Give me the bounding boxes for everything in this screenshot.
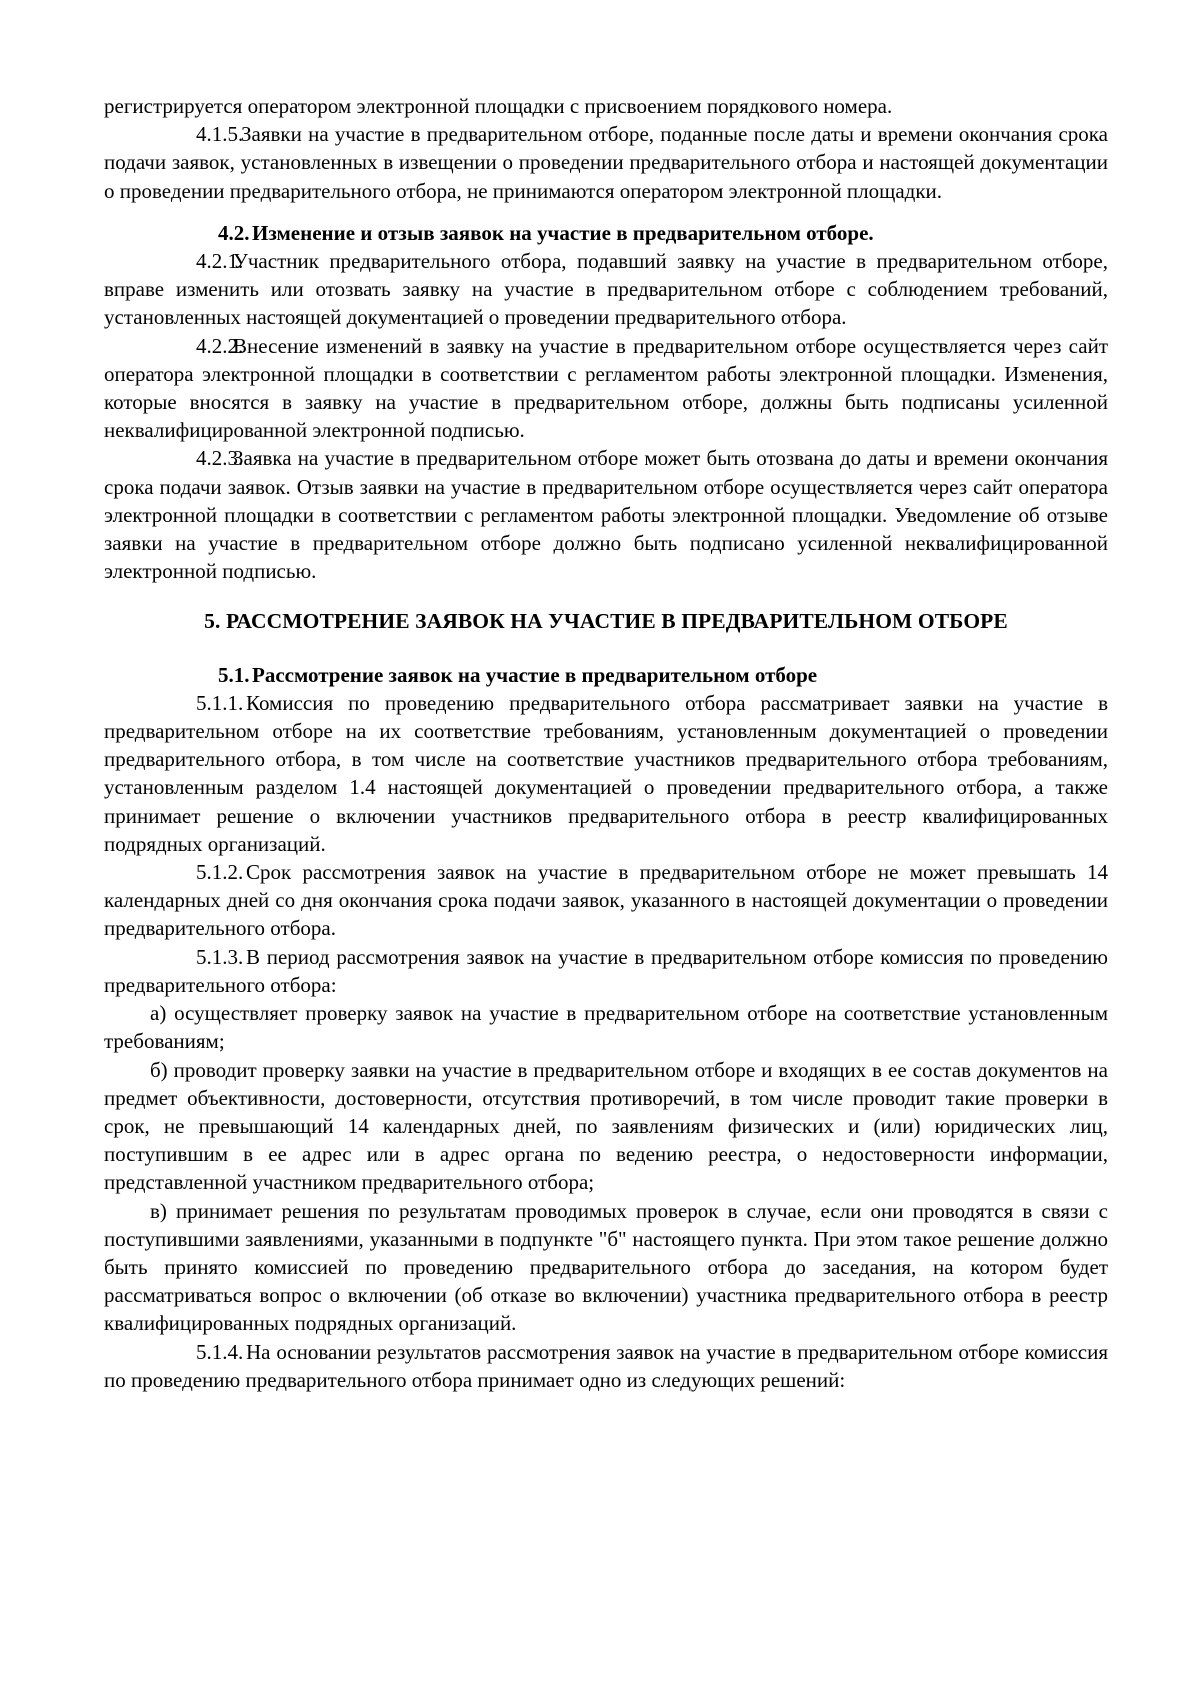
clause-4-2-1 [104,247,1108,332]
clause-5-1-3 [104,943,1108,999]
clause-5-1-3-c: в) принимает решения по результатам проводимых проверок в случае, если они проводятся в связи с поступившими заявлениями, указанными в подпункте "б" настоящего пункта. При этом такое решение должно быть принято комиссией по проведению предварительного отбора до заседания, на котором будет рассматриваться вопрос о включении (об отказе во включении) участника предварительного отбора в реестр квалифицированных подрядных организаций. [104,1198,1108,1336]
subsection-heading-4-2 [104,219,1108,247]
clause-5-1-4 [104,1338,1108,1394]
heading-number: 4.2. [218,220,250,245]
clause-text: Заявки на участие в предварительном отборе, поданные после даты и времени окончания срока подачи заявок, установленных в извещении о проведении предварительного отбора и настоящей документации о проведении предварительного отбора, не принимаются оператором электронной площадки. [104,122,1108,203]
clause-5-1-3-a: а) осуществляет проверку заявок на участие в предварительном отборе на соответствие установленным требованиям; [104,1001,1108,1054]
clause-5-1-1 [104,689,1108,858]
clause-number: 5.1.1. [196,690,244,715]
clause-4-2-2 [104,332,1108,445]
heading-number: 5.1. [218,662,250,687]
clause-4-2-3 [104,444,1108,585]
clause-number: 4.2.3. [196,446,244,471]
clause-number: 4.2.1. [196,249,244,274]
clause-text: Участник предварительного отбора, подавший заявку на участие в предварительном отборе, вправе изменить или отозвать заявку на участие в предварительном отборе с соблюдением требований, установленных настоящей документацией о проведении предварительного отбора. [104,249,1108,330]
clause-text: Заявка на участие в предварительном отборе может быть отозвана до даты и времени окончания срока подачи заявок. Отзыв заявки на участие в предварительном отборе осуществляется через сайт оператора электронной площадки в соответствии с регламентом работы электронной площадки. Уведомление об отзыве заявки на участие в предварительном отборе должно быть подписано усиленной неквалифицированной электронной подписью. [104,446,1108,584]
clause-text: Срок рассмотрения заявок на участие в предварительном отборе не может превышать 14 календарных дней со дня окончания срока подачи заявок, указанного в настоящей документации о проведении предварительного отбора. [104,860,1108,941]
document-body [104,92,1108,1394]
clause-number: 4.1.5. [196,122,244,147]
heading-text: Изменение и отзыв заявок на участие в предварительном отборе. [252,220,874,245]
clause-text: В период рассмотрения заявок на участие в предварительном отборе комиссия по проведению предварительного отбора: [104,944,1108,997]
section-title-5: 5. РАССМОТРЕНИЕ ЗАЯВОК НА УЧАСТИЕ В ПРЕДВАРИТЕЛЬНОМ ОТБОРЕ [204,609,1008,634]
clause-text: Внесение изменений в заявку на участие в предварительном отборе осуществляется через сайт оператора электронной площадки в соответствии с регламентом работы электронной площадки. Изменения, которые вносятся в заявку на участие в предварительном отборе, должны быть подписаны усиленной неквалифицированной электронной подписью. [104,333,1108,443]
clause-5-1-3-b: б) проводит проверку заявки на участие в предварительном отборе и входящих в ее состав документов на предмет объективности, достоверности, отсутствия противоречий, в том числе проводит такие проверки в срок, не превышающий 14 календарных дней, по заявлениям физических и (или) юридических лиц, поступившим в ее адрес или в адрес органа по ведению реестра, о недостоверности информации, представленной участником предварительного отбора; [104,1057,1108,1195]
clause-number: 4.2.2. [196,333,244,358]
clause-number: 5.1.2. [196,860,244,885]
clause-text: На основании результатов рассмотрения заявок на участие в предварительном отборе комиссия по проведению предварительного отбора принимает одно из следующих решений: [104,1339,1108,1392]
subsection-heading-5-1 [104,661,1108,689]
heading-text: Рассмотрение заявок на участие в предварительном отборе [252,662,818,687]
paragraph-continuation: регистрируется оператором электронной площадки с присвоением порядкового номера. [104,94,893,118]
clause-number: 5.1.4. [196,1339,244,1364]
clause-number: 5.1.3. [196,944,244,969]
clause-5-1-2 [104,858,1108,943]
clause-text: Комиссия по проведению предварительного отбора рассматривает заявки на участие в предварительном отборе на их соответствие требованиям, установленным документацией о проведении предварительного отбора, в том числе на соответствие участников предварительного отбора требованиям, установленным разделом 1.4 настоящей документацией о проведении предварительного отбора, а также принимает решение о включении участников предварительного отбора в реестр квалифицированных подрядных организаций. [104,690,1108,856]
clause-4-1-5 [104,120,1108,205]
